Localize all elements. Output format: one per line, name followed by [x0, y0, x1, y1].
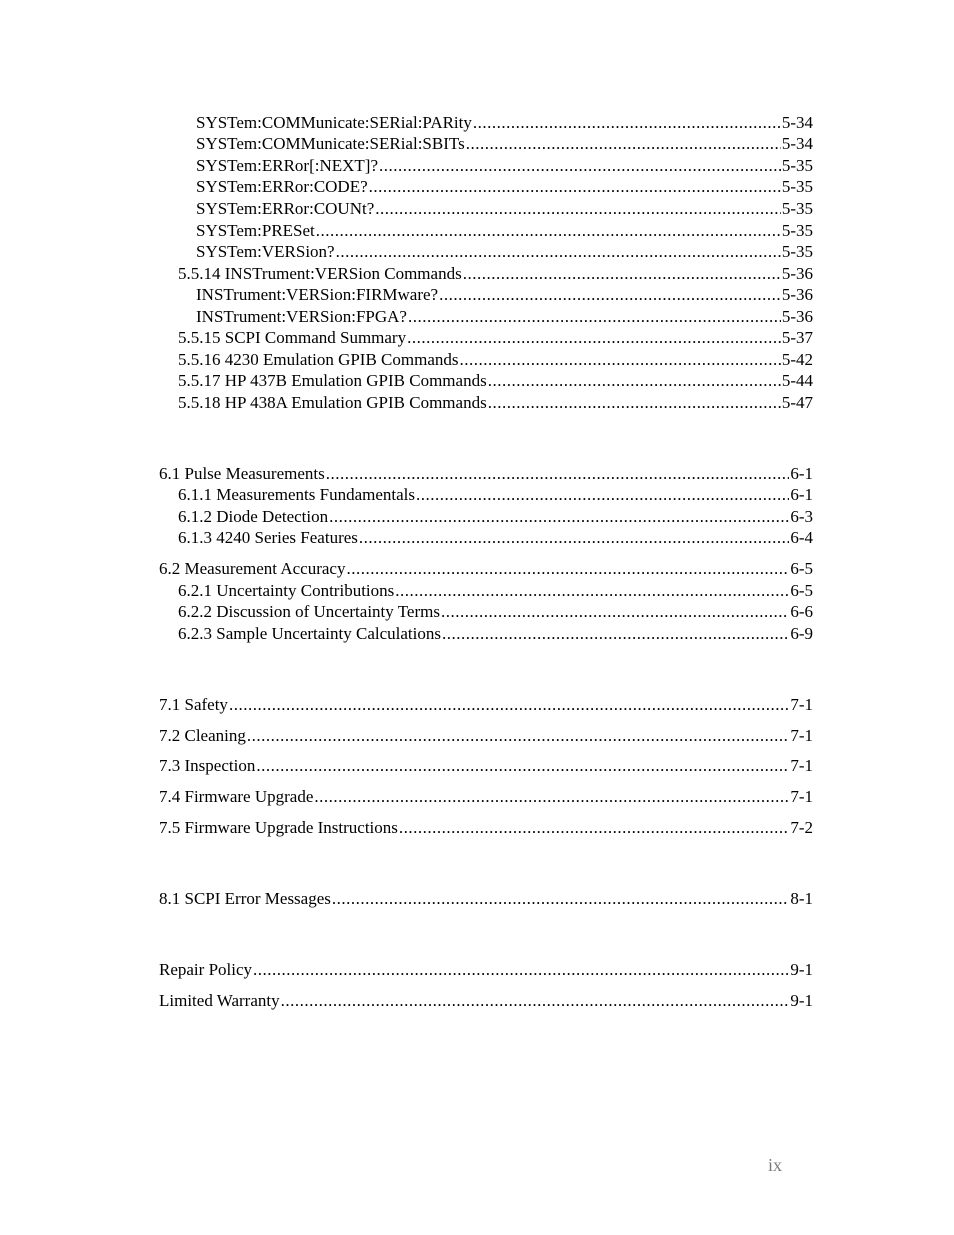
toc-entry-title: 5.5.16 4230 Emulation GPIB Commands	[178, 350, 459, 369]
toc-entry-page: 6-3	[790, 507, 813, 526]
toc-leader-dots	[408, 306, 781, 328]
toc-leader-dots	[442, 623, 789, 645]
toc-entry-page: 5-35	[781, 221, 813, 240]
toc-leader-dots	[395, 580, 789, 602]
toc-entry-title: 7.5 Firmware Upgrade Instructions	[159, 818, 398, 837]
toc-entry-page: 6-9	[790, 624, 813, 643]
toc-entry-page: 5-35	[781, 199, 813, 218]
toc-entry-title: 5.5.15 SCPI Command Summary	[178, 328, 407, 347]
toc-entry-page: 8-1	[790, 889, 813, 908]
toc-leader-dots	[329, 506, 789, 528]
toc-entry-title: 6.1.1 Measurements Fundamentals	[178, 485, 416, 504]
toc-entry-page: 5-36	[781, 307, 813, 326]
toc-entry[interactable]	[159, 817, 813, 839]
toc-leader-dots	[359, 527, 789, 549]
toc-entry[interactable]	[159, 990, 813, 1012]
toc-entry[interactable]	[159, 888, 813, 910]
toc-leader-dots	[466, 133, 781, 155]
toc-entry-title: Limited Warranty	[159, 991, 280, 1010]
toc-entry-page: 5-35	[781, 177, 813, 196]
toc-leader-dots	[399, 817, 789, 839]
toc-entry[interactable]	[196, 284, 813, 306]
toc-entry-page: 5-44	[781, 371, 813, 390]
toc-entry-title: 6.2.1 Uncertainty Contributions	[178, 581, 395, 600]
toc-entry-page: 7-2	[790, 818, 813, 837]
toc-entry-page: 5-36	[781, 264, 813, 283]
toc-entry-page: 6-1	[790, 464, 813, 483]
toc-entry-title: INSTrument:VERSion:FPGA?	[196, 307, 407, 326]
toc-entry-title: SYSTem:VERSion?	[196, 242, 335, 261]
toc-entry-title: SYSTem:COMMunicate:SERial:PARity	[196, 113, 472, 132]
toc-entry-title: 5.5.17 HP 437B Emulation GPIB Commands	[178, 371, 487, 390]
toc-leader-dots	[379, 155, 781, 177]
toc-entry-page: 6-5	[790, 581, 813, 600]
toc-entry-title: 7.1 Safety	[159, 695, 228, 714]
toc-entry[interactable]	[159, 558, 813, 580]
toc-leader-dots	[326, 463, 790, 485]
toc-entry-title: 6.1 Pulse Measurements	[159, 464, 325, 483]
toc-entry[interactable]	[178, 601, 813, 623]
toc-entry-page: 5-36	[781, 285, 813, 304]
toc-entry-page: 7-1	[790, 787, 813, 806]
toc-entry[interactable]	[159, 463, 813, 485]
toc-leader-dots	[488, 370, 781, 392]
toc-entry-title: 7.4 Firmware Upgrade	[159, 787, 314, 806]
toc-leader-dots	[316, 220, 781, 242]
toc-entry-page: 5-47	[781, 393, 813, 412]
toc-entry-title: 6.2.2 Discussion of Uncertainty Terms	[178, 602, 440, 621]
toc-entry[interactable]	[196, 306, 813, 328]
toc-entry-title: SYSTem:ERRor:COUNt?	[196, 199, 375, 218]
toc-entry[interactable]	[159, 959, 813, 981]
toc-entry-title: 5.5.18 HP 438A Emulation GPIB Commands	[178, 393, 487, 412]
toc-entry[interactable]	[178, 580, 813, 602]
toc-entry[interactable]	[196, 155, 813, 177]
toc-entry-title: 5.5.14 INSTrument:VERSion Commands	[178, 264, 462, 283]
toc-entry[interactable]	[159, 725, 813, 747]
toc-entry-page: 5-35	[781, 156, 813, 175]
toc-entry-title: 8.1 SCPI Error Messages	[159, 889, 331, 908]
toc-entry-page: 6-5	[790, 559, 813, 578]
toc-leader-dots	[375, 198, 781, 220]
toc-entry[interactable]	[178, 484, 813, 506]
toc-leader-dots	[256, 755, 789, 777]
toc-leader-dots	[332, 888, 789, 910]
toc-entry-title: 7.3 Inspection	[159, 756, 256, 775]
toc-entry-page: 7-1	[790, 695, 813, 714]
toc-entry-title: SYSTem:ERRor[:NEXT]?	[196, 156, 379, 175]
toc-entry-page: 6-4	[790, 528, 813, 547]
page-number: ix	[768, 1155, 783, 1175]
toc-entry-title: 6.2.3 Sample Uncertainty Calculations	[178, 624, 441, 643]
toc-entry-page: 6-1	[790, 485, 813, 504]
toc-entry-page: 5-35	[781, 242, 813, 261]
toc-leader-dots	[439, 284, 781, 306]
toc-entry[interactable]	[159, 755, 813, 777]
toc-entry-page: 5-34	[781, 113, 813, 132]
toc-leader-dots	[460, 349, 781, 371]
toc-leader-dots	[416, 484, 789, 506]
toc-entry[interactable]	[178, 349, 813, 371]
toc-entry[interactable]	[178, 527, 813, 549]
toc-entry-page: 9-1	[790, 991, 813, 1010]
toc-entry-title: Repair Policy	[159, 960, 253, 979]
toc-leader-dots	[473, 112, 781, 134]
toc-entry[interactable]	[159, 694, 813, 716]
toc-entry[interactable]	[178, 623, 813, 645]
toc-entry-page: 7-1	[790, 756, 813, 775]
toc-entry[interactable]	[196, 241, 813, 263]
toc-entry[interactable]	[196, 198, 813, 220]
toc-leader-dots	[369, 176, 781, 198]
toc-entry-title: SYSTem:ERRor:CODE?	[196, 177, 368, 196]
toc-entry-page: 5-37	[781, 328, 813, 347]
toc-entry-title: 6.1.2 Diode Detection	[178, 507, 329, 526]
toc-entry[interactable]	[196, 220, 813, 242]
toc-entry[interactable]	[196, 112, 813, 134]
toc-leader-dots	[441, 601, 789, 623]
toc-entry-title: SYSTem:COMMunicate:SERial:SBITs	[196, 134, 465, 153]
toc-leader-dots	[314, 786, 789, 808]
toc-entry-title: INSTrument:VERSion:FIRMware?	[196, 285, 439, 304]
toc-entry[interactable]	[159, 786, 813, 808]
toc-entry-page: 6-6	[790, 602, 813, 621]
toc-entry[interactable]	[178, 370, 813, 392]
toc-leader-dots	[346, 558, 789, 580]
toc-entry-title: 6.1.3 4240 Series Features	[178, 528, 358, 547]
toc-entry-title: SYSTem:PRESet	[196, 221, 315, 240]
toc-entry[interactable]	[178, 506, 813, 528]
toc-entry-title: 7.2 Cleaning	[159, 726, 246, 745]
toc-leader-dots	[407, 327, 781, 349]
toc-entry[interactable]	[178, 263, 813, 285]
toc-leader-dots	[336, 241, 781, 263]
toc-entry-page: 5-34	[781, 134, 813, 153]
toc-entry-page: 9-1	[790, 960, 813, 979]
toc-leader-dots	[281, 990, 790, 1012]
toc-leader-dots	[463, 263, 781, 285]
toc-entry[interactable]	[196, 133, 813, 155]
toc-leader-dots	[247, 725, 789, 747]
toc-leader-dots	[253, 959, 789, 981]
toc-leader-dots	[488, 392, 781, 414]
toc-leader-dots	[229, 694, 789, 716]
toc-entry[interactable]	[178, 327, 813, 349]
toc-entry-page: 5-42	[781, 350, 813, 369]
toc-entry[interactable]	[178, 392, 813, 414]
toc-entry[interactable]	[196, 176, 813, 198]
toc-entry-title: 6.2 Measurement Accuracy	[159, 559, 346, 578]
toc-entry-page: 7-1	[790, 726, 813, 745]
